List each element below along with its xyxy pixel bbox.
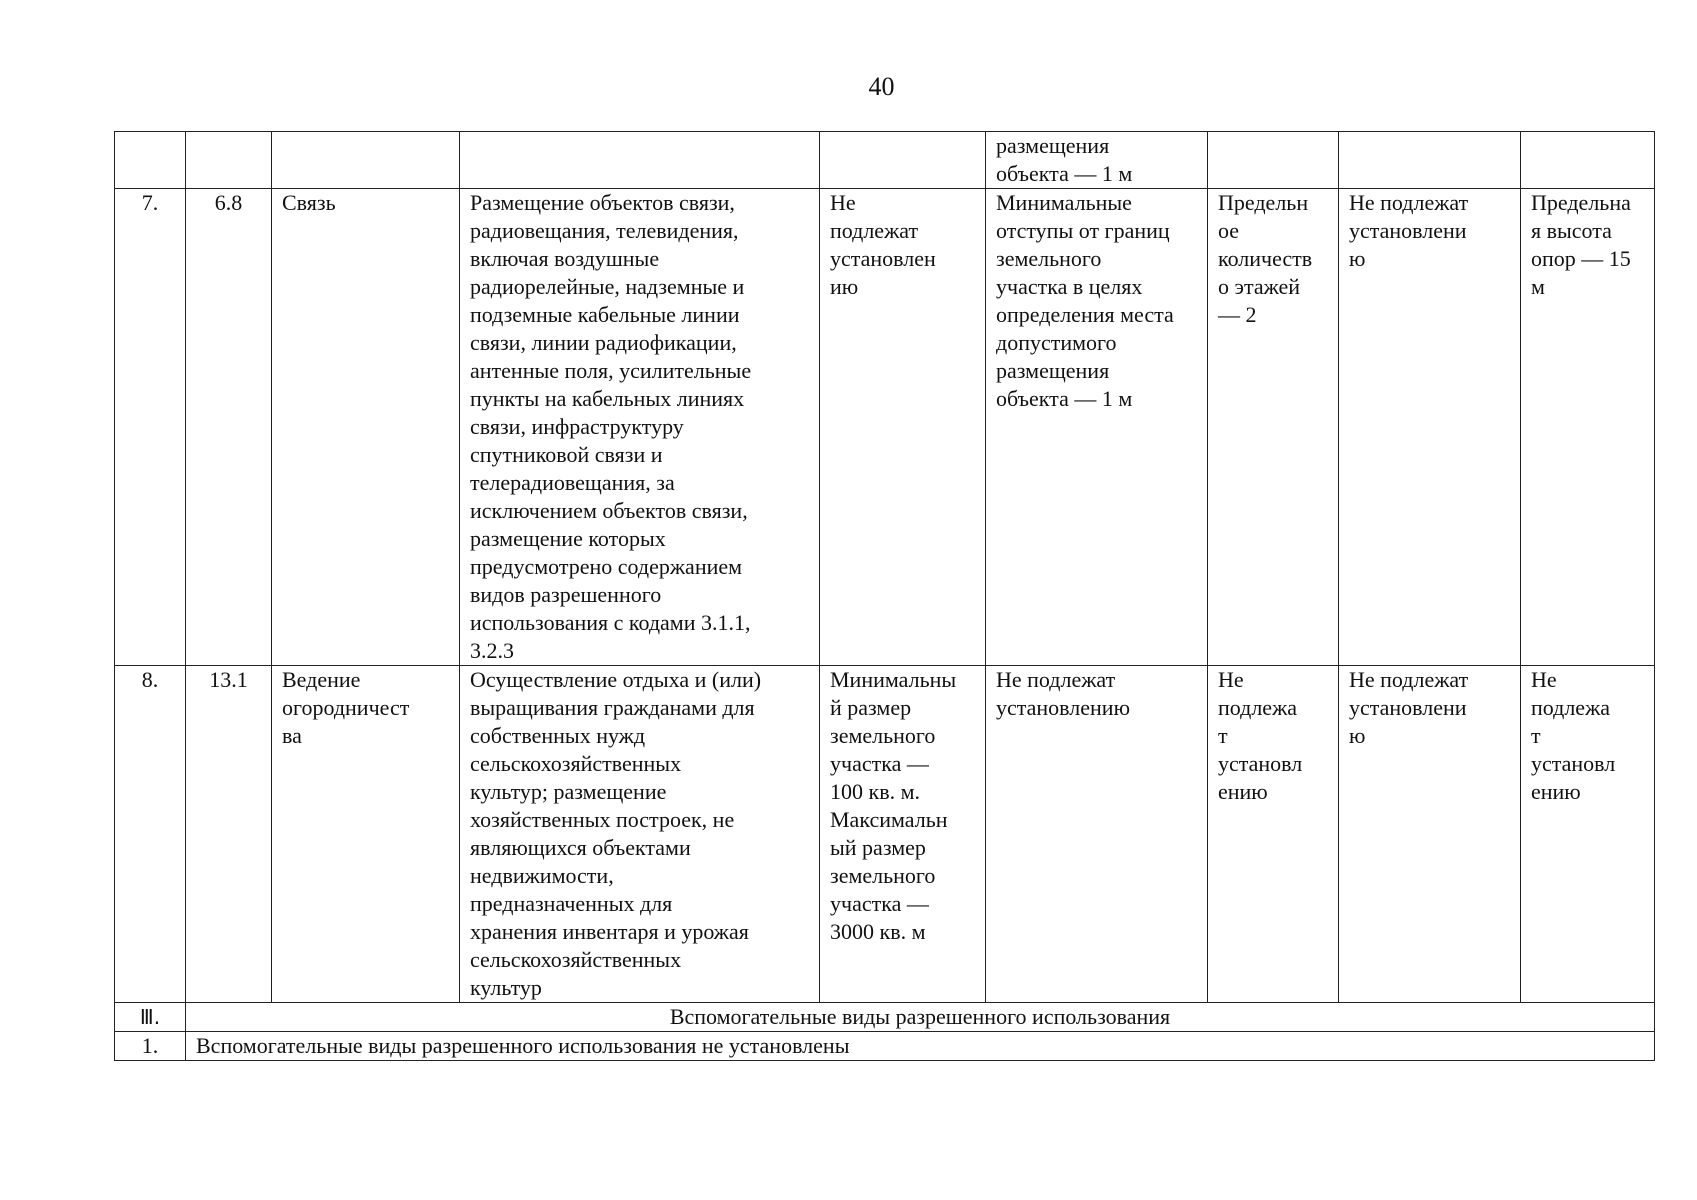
cell-line: м (1531, 274, 1545, 299)
cell-line: связи, линии радиофикации, (470, 330, 737, 355)
note-number: 1. (115, 1032, 186, 1061)
cell-line: Осуществление отдыха и (или) (470, 667, 762, 692)
cell-line: 3000 кв. м (830, 919, 926, 944)
cell-num (115, 132, 186, 189)
cell-line: ию (830, 274, 859, 299)
use-name (272, 666, 460, 1003)
note-row (115, 1032, 1655, 1061)
plot-size (820, 189, 986, 666)
cell-line: сельскохозяйственных (470, 751, 682, 776)
cell-line: ый размер (830, 835, 926, 860)
cell-line: ю (1349, 723, 1366, 748)
use-code: 6.8 (186, 189, 272, 666)
continuation-row (115, 132, 1655, 189)
cell-line: хранения инвентаря и урожая (470, 919, 749, 944)
cell-line: антенные поля, усилительные (470, 358, 752, 383)
cell-line: Предельн (1218, 190, 1309, 215)
row-number: 7. (115, 189, 186, 666)
use-code: 13.1 (186, 666, 272, 1003)
cell-line: размещение которых (470, 526, 666, 551)
floors-limit (1208, 666, 1339, 1003)
cell-line: установл (1218, 751, 1303, 776)
cell-line: радиовещания, телевидения, (470, 218, 739, 243)
use-name (272, 189, 460, 666)
min-setbacks (986, 189, 1208, 666)
note-text: Вспомогательные виды разрешенного использования не установлены (186, 1032, 1655, 1061)
table-row (115, 189, 1655, 666)
use-description (460, 666, 820, 1003)
cell-line: пункты на кабельных линиях (470, 386, 745, 411)
page-number: 40 (868, 72, 895, 101)
cell-line: ению (1531, 779, 1581, 804)
plot-size (820, 666, 986, 1003)
cell-line: участка в целях (996, 274, 1143, 299)
cell-line: размещения (996, 358, 1110, 383)
cell-line: подлежа (1531, 695, 1611, 720)
cell-line: установлени (1349, 695, 1467, 720)
cell-line: ению (1218, 779, 1268, 804)
cell-line: я высота (1531, 218, 1612, 243)
cell-line: отступы от границ (996, 218, 1170, 243)
cell-min-setbacks (986, 132, 1208, 189)
cell-line: собственных нужд (470, 723, 646, 748)
cell-line: огородничест (282, 695, 410, 720)
section-number: Ⅲ. (115, 1003, 186, 1032)
cell-line: Не подлежат (996, 667, 1116, 692)
cell-line: недвижимости, (470, 863, 614, 888)
cell-coverage (1339, 132, 1521, 189)
cell-line: Минимальные (996, 190, 1132, 215)
cell-line: телерадиовещания, за (470, 470, 675, 495)
section-title: Вспомогательные виды разрешенного использования (186, 1003, 1655, 1032)
cell-line: Предельна (1531, 190, 1631, 215)
min-setbacks (986, 666, 1208, 1003)
cell-line: установл (1531, 751, 1616, 776)
cell-line: радиорелейные, надземные и (470, 274, 745, 299)
cell-line: подлежат (830, 218, 919, 243)
section-header-row (115, 1003, 1655, 1032)
cell-floors (1208, 132, 1339, 189)
other-limit (1521, 666, 1655, 1003)
cell-code (186, 132, 272, 189)
cell-line: Не подлежат (1349, 667, 1469, 692)
cell-line: объекта — 1 м (996, 386, 1133, 411)
cell-line: ю (1349, 246, 1366, 271)
cell-name (272, 132, 460, 189)
cell-line: подлежа (1218, 695, 1298, 720)
cell-line: т (1218, 723, 1228, 748)
other-limit (1521, 189, 1655, 666)
cell-line: являющихся объектами (470, 835, 691, 860)
cell-other (1521, 132, 1655, 189)
cell-line: включая воздушные (470, 246, 660, 271)
cell-line: опор — 15 (1531, 246, 1631, 271)
cell-line: подземные кабельные линии (470, 302, 740, 327)
cell-description (460, 132, 820, 189)
row-number: 8. (115, 666, 186, 1003)
cell-line: установлен (830, 246, 936, 271)
cell-line: земельного (996, 246, 1102, 271)
cell-line: культур; размещение (470, 779, 667, 804)
cell-line: определения места (996, 302, 1174, 327)
cell-line: использования с кодами 3.1.1, (470, 610, 751, 635)
cell-line: ое (1218, 218, 1240, 243)
cell-line: объекта — 1 м (996, 161, 1133, 186)
cell-line: культур (470, 975, 542, 1000)
cell-line: установлению (996, 695, 1131, 720)
cell-line: участка — (830, 891, 929, 916)
cell-line: выращивания гражданами для (470, 695, 755, 720)
cell-line: предназначенных для (470, 891, 673, 916)
use-description (460, 189, 820, 666)
cell-line: Размещение объектов связи, (470, 190, 735, 215)
cell-line: Не подлежат (1349, 190, 1469, 215)
coverage-limit (1339, 189, 1521, 666)
cell-line: земельного (830, 723, 936, 748)
cell-line: о этажей (1218, 274, 1301, 299)
cell-line: Не (830, 190, 856, 215)
cell-line: ва (282, 723, 302, 748)
floors-limit (1208, 189, 1339, 666)
cell-line: Минимальны (830, 667, 957, 692)
cell-line: Не (1531, 667, 1557, 692)
coverage-limit (1339, 666, 1521, 1003)
cell-line: хозяйственных построек, не (470, 807, 735, 832)
cell-line: 100 кв. м. (830, 779, 920, 804)
cell-line: сельскохозяйственных (470, 947, 682, 972)
cell-line: 3.2.3 (470, 638, 514, 663)
cell-plot-size (820, 132, 986, 189)
cell-line: спутниковой связи и (470, 442, 663, 467)
cell-line: Не (1218, 667, 1244, 692)
cell-line: й размер (830, 695, 912, 720)
cell-line: количеств (1218, 246, 1313, 271)
cell-line: установлени (1349, 218, 1467, 243)
cell-line: связи, инфраструктуру (470, 414, 684, 439)
cell-line: т (1531, 723, 1541, 748)
cell-line: участка — (830, 751, 929, 776)
cell-line: Максимальн (830, 807, 948, 832)
cell-line: предусмотрено содержанием (470, 554, 743, 579)
cell-line: — 2 (1218, 302, 1257, 327)
cell-line: допустимого (996, 330, 1117, 355)
cell-line: размещения (996, 133, 1110, 158)
cell-line: видов разрешенного (470, 582, 662, 607)
cell-line: Ведение (282, 667, 361, 692)
cell-line: земельного (830, 863, 936, 888)
cell-line: Связь (282, 190, 336, 215)
zoning-table (114, 131, 1655, 1061)
cell-line: исключением объектов связи, (470, 498, 748, 523)
table-row (115, 666, 1655, 1003)
